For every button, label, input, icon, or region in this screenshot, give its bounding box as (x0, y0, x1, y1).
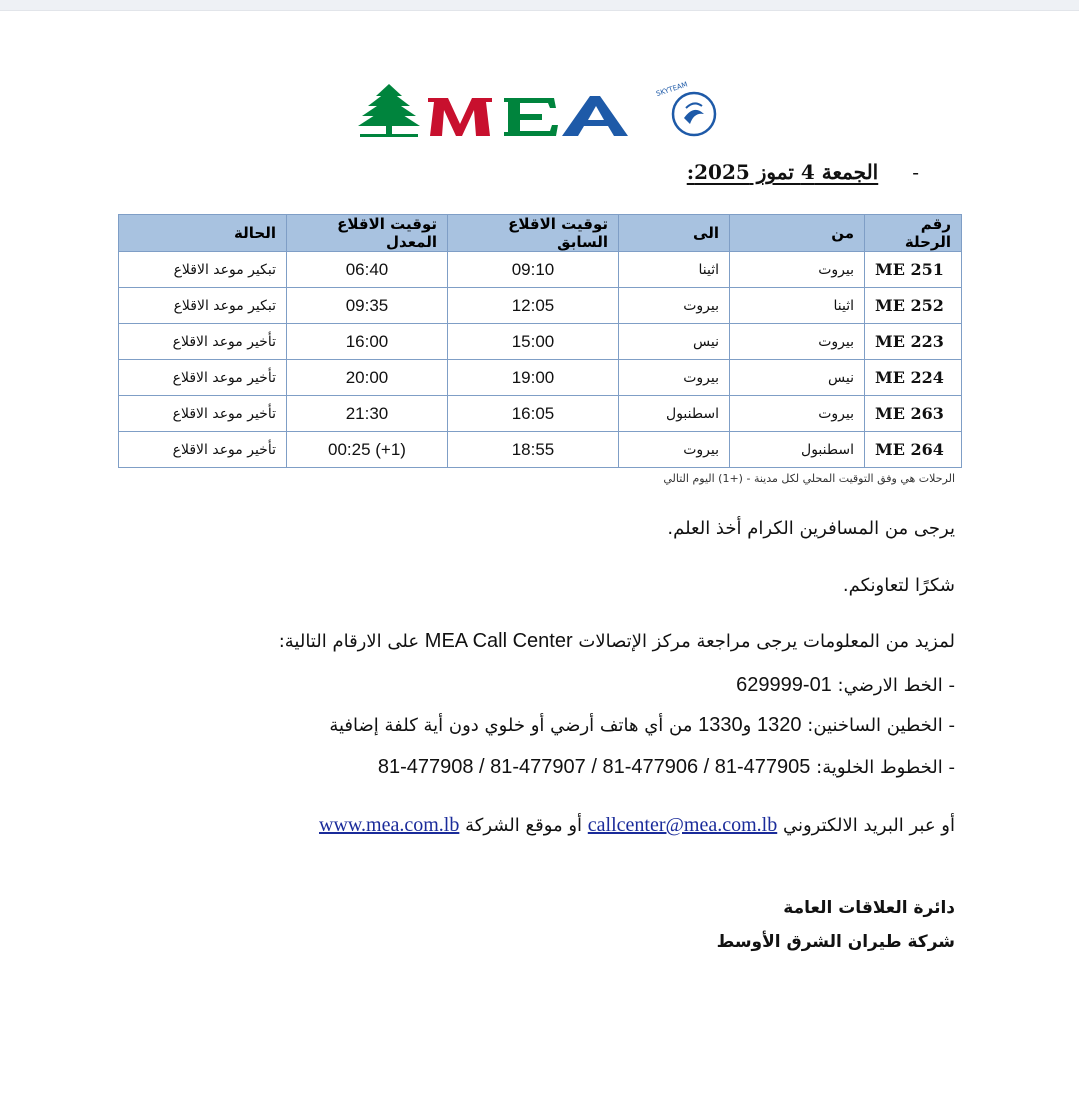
col-status: الحالة (119, 215, 287, 252)
flight-number: ME 252 (865, 288, 962, 324)
revised-departure-time: 16:00 (287, 324, 448, 360)
flight-status: تبكير موعد الاقلاع (119, 288, 287, 324)
info-line (279, 630, 955, 653)
table-row (119, 288, 962, 324)
col-flight-number: رقم الرحلة (865, 215, 962, 252)
cedar-tree-icon (358, 84, 420, 137)
hotlines-label: - الخطين الساخنين: (807, 715, 955, 736)
logo-letter-m (428, 98, 492, 136)
table-row (119, 252, 962, 288)
mobile-numbers: 81-477908 / 81-477907 / 81-477906 / 81-477905 (377, 756, 811, 778)
destination-city: بيروت (619, 288, 730, 324)
flights-table (118, 214, 962, 468)
table-row (119, 360, 962, 396)
flight-status: تأخير موعد الاقلاع (119, 360, 287, 396)
destination-city: اسطنبول (619, 396, 730, 432)
notice-text: يرجى من المسافرين الكرام أخذ العلم. (667, 518, 955, 539)
destination-city: بيروت (619, 360, 730, 396)
table-header-row (119, 215, 962, 252)
origin-city: نيس (730, 360, 865, 396)
table-row (119, 432, 962, 468)
col-from: من (730, 215, 865, 252)
revised-departure-time: 06:40 (287, 252, 448, 288)
hotline-1330: 1330 (698, 714, 743, 736)
mobile-line (378, 756, 955, 779)
previous-departure-time: 09:10 (448, 252, 619, 288)
origin-city: بيروت (730, 252, 865, 288)
timezone-note: الرحلات هي وفق التوقيت المحلي لكل مدينة - (+1) اليوم التالي (663, 472, 955, 485)
flight-status: تبكير موعد الاقلاع (119, 252, 287, 288)
info-post: على الارقام التالية: (278, 631, 420, 652)
origin-city: بيروت (730, 324, 865, 360)
table-row (119, 396, 962, 432)
landline-label: - الخط الارضي: (837, 675, 955, 696)
destination-city: نيس (619, 324, 730, 360)
previous-departure-time: 15:00 (448, 324, 619, 360)
signature-company: شركة طيران الشرق الأوسط (716, 932, 955, 952)
email-pre: أو عبر البريد الالكتروني (782, 815, 955, 836)
revised-departure-time: 09:35 (287, 288, 448, 324)
flight-number: ME 251 (865, 252, 962, 288)
revised-departure-time: 21:30 (287, 396, 448, 432)
thanks-text: شكرًا لتعاونكم. (842, 575, 955, 596)
revised-departure-time: 00:25 (+1) (287, 432, 448, 468)
flight-number: ME 223 (865, 324, 962, 360)
landline-number: 01-629999 (736, 674, 832, 696)
flight-number: ME 224 (865, 360, 962, 396)
origin-city: اسطنبول (730, 432, 865, 468)
call-center-name: MEA Call Center (424, 630, 573, 652)
previous-departure-time: 12:05 (448, 288, 619, 324)
logo-letter-e (504, 98, 558, 136)
destination-city: بيروت (619, 432, 730, 468)
mea-logo (356, 78, 726, 148)
skyteam-icon (655, 80, 715, 135)
flight-status: تأخير موعد الاقلاع (119, 432, 287, 468)
flight-status: تأخير موعد الاقلاع (119, 396, 287, 432)
previous-departure-time: 18:55 (448, 432, 619, 468)
svg-text:SKYTEAM: SKYTEAM (655, 80, 689, 99)
previous-departure-time: 19:00 (448, 360, 619, 396)
previous-departure-time: 16:05 (448, 396, 619, 432)
col-revised-time: توقيت الاقلاع المعدل (287, 215, 448, 252)
destination-city: اثينا (619, 252, 730, 288)
website-link[interactable]: www.mea.com.lb (319, 814, 460, 836)
contact-line (319, 814, 955, 837)
col-previous-time: توقيت الاقلاع السابق (448, 215, 619, 252)
info-pre: لمزيد من المعلومات يرجى مراجعة مركز الإتصالات (578, 631, 955, 652)
landline-line (736, 674, 955, 697)
table-row (119, 324, 962, 360)
revised-departure-time: 20:00 (287, 360, 448, 396)
flight-status: تأخير موعد الاقلاع (119, 324, 287, 360)
hotlines-rest: من أي هاتف أرضي أو خلوي دون أية كلفة إضافية (329, 715, 693, 736)
origin-city: بيروت (730, 396, 865, 432)
col-to: الى (619, 215, 730, 252)
date-heading: -الجمعة 4 تموز 2025: (686, 160, 919, 184)
hotline-1320: 1320 (757, 714, 802, 736)
signature-department: دائرة العلاقات العامة (783, 898, 955, 918)
hotlines-and: و (742, 715, 752, 736)
email-link[interactable]: callcenter@mea.com.lb (587, 814, 778, 836)
flight-number: ME 264 (865, 432, 962, 468)
site-pre: أو موقع الشركة (465, 815, 583, 836)
hotlines-line (329, 714, 955, 737)
flight-number: ME 263 (865, 396, 962, 432)
top-bar (0, 0, 1079, 11)
mobile-label: - الخطوط الخلوية: (816, 757, 955, 778)
origin-city: اثينا (730, 288, 865, 324)
